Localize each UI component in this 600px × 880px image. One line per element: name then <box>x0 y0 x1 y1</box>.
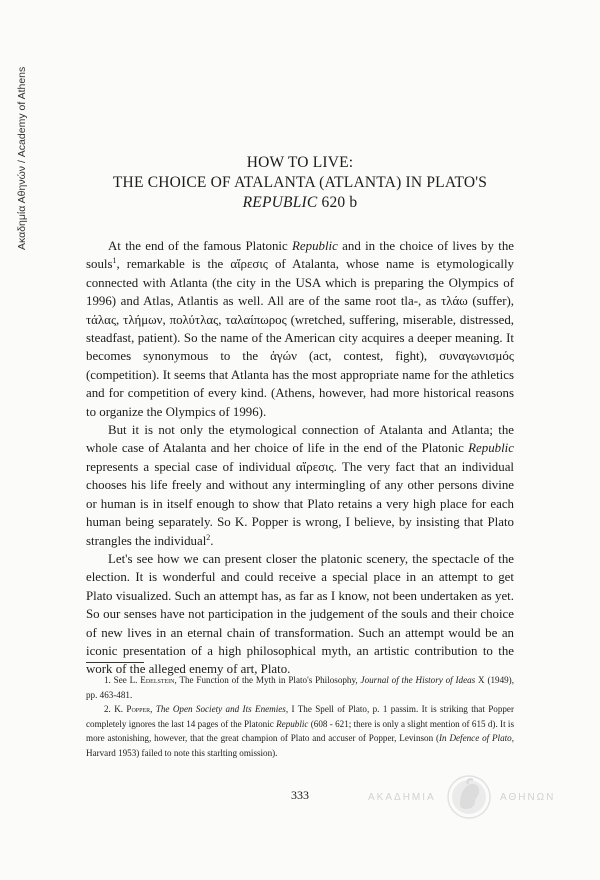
paragraph-2 <box>86 421 514 550</box>
title-republic-italic: REPUBLIC <box>242 194 318 211</box>
paragraph-2-text-a: But it is not only the etymological connection of Atalanta and Atlanta; the whole case of Atalanta and her choice of life in the end of the Platonic <box>86 423 514 456</box>
footnote-ref-1[interactable]: 1 <box>112 256 117 266</box>
page-number: 333 <box>291 788 309 802</box>
archive-side-label-text: Ακαδημία Αθηνών / Academy of Athens <box>16 66 28 250</box>
paragraph-2-text-d: . <box>210 533 214 548</box>
footnotes <box>86 673 514 760</box>
footnote-2-text-e: , Harvard 1953) failed to note this starlting omission). <box>86 733 514 758</box>
title-stephanus-ref: 620 b <box>317 194 358 211</box>
footnote-2-republic-italic: Republic <box>276 718 309 729</box>
paragraph-1-text-d: , remarkable is the αἵρεσις of Atalanta, whose name is etymologically connected with Atlanta (the city in the USA which is preparing the Olympics of 1996) and Atlas, Atlantis as well. All are of the same root tla-, as τλάω (suffer), τάλας, τλήμων, πολύτλας, ταλαίπωρος (wretched, suffering, miserable, distressed, steadfast, patient). So the name of the American city acquires a deeper meaning. It becomes synonymous to the ἀγών (act, contest, fight), συναγωνισμός (competition). It seems that Atlanta has the most appropriate name for the athletics and for competition of every kind. (Athens, however, had more historical reasons to organize the Olympics of 1996). <box>86 257 514 419</box>
footnote-1-text-a: 1. See L. <box>104 675 141 685</box>
footnote-2-author: Popper <box>126 704 151 714</box>
footnote-2-text-d: (608 - 621; there is only a slight mention of 615 d). It is more astonishing, however, that the great champion of Plato and accuser of Popper, Levinson ( <box>86 718 514 743</box>
academy-watermark <box>368 774 558 820</box>
article-body <box>86 237 514 679</box>
watermark-text-left: ΑΚΑΔΗΜΙΑ <box>368 792 436 803</box>
footnote-1 <box>86 673 514 702</box>
footnote-1-journal: Journal of the History of Ideas <box>360 675 476 685</box>
footnote-ref-2[interactable]: 2 <box>206 532 211 542</box>
paragraph-2-text-c: represents a special case of individual αἵρεσις. The very fact that an individual chooses his life freely and without any intermingling of any other persons divine or human is in itself enough to show that Plato retains a very high place for each human being separately. So K. Popper is wrong, I believe, by insisting that Plato strangles the individual <box>86 459 514 548</box>
footnote-2-defence-title: In Defence of Plato <box>439 733 512 743</box>
paragraph-2-republic-italic: Republic <box>468 441 514 456</box>
footnote-2-text-a: 2. K. <box>104 704 127 714</box>
athena-seal-icon <box>446 774 492 820</box>
article-title <box>70 153 530 213</box>
watermark-text-right: ΑΘΗΝΩΝ <box>500 792 556 803</box>
paragraph-1-text-c: and in the choice of lives by the souls <box>86 239 514 272</box>
footnote-divider <box>86 662 144 663</box>
footnote-1-text-b: , The Function of the Myth in Plato's Philosophy, <box>174 675 361 685</box>
title-line-3 <box>70 193 530 213</box>
paragraph-1-republic-italic: Republic <box>292 239 338 253</box>
paragraph-1 <box>86 237 514 421</box>
footnote-2-text-c: , I The Spell of Plato, p. 1 passim. It is striking that Popper completely ignores the last 14 pages of the Platonic <box>86 704 514 729</box>
footnote-1-text-c: X (1949), pp. 463-481. <box>86 675 514 700</box>
title-line-2: THE CHOICE OF ATALANTA (ATLANTA) IN PLATO'S <box>112 174 488 191</box>
paragraph-3: Let's see how we can present closer the platonic scenery, the spectacle of the election. It is wonderful and could receive a special place in an attempt to get Plato visualized. Such an attempt has, as far as I know, not been undertaken as yet. So our senses have not participation in the judgement of the souls and their choice of new lives in an eternal chain of transformation. Such an attempt would be an iconic presentation of a high philosophical myth, an artistic contribution to the work of the alleged enemy of art, Plato. <box>86 551 514 677</box>
archive-side-label <box>14 40 28 250</box>
footnote-2-book-title: The Open Society and Its Enemies <box>155 704 286 714</box>
title-line-1: HOW TO LIVE: <box>246 154 354 171</box>
footnote-2 <box>86 702 514 760</box>
paragraph-1-text-a: At the end of the famous Platonic <box>108 239 293 253</box>
footnote-2-text-b: , <box>150 704 156 714</box>
footnote-1-author: Edelstein <box>140 675 175 685</box>
